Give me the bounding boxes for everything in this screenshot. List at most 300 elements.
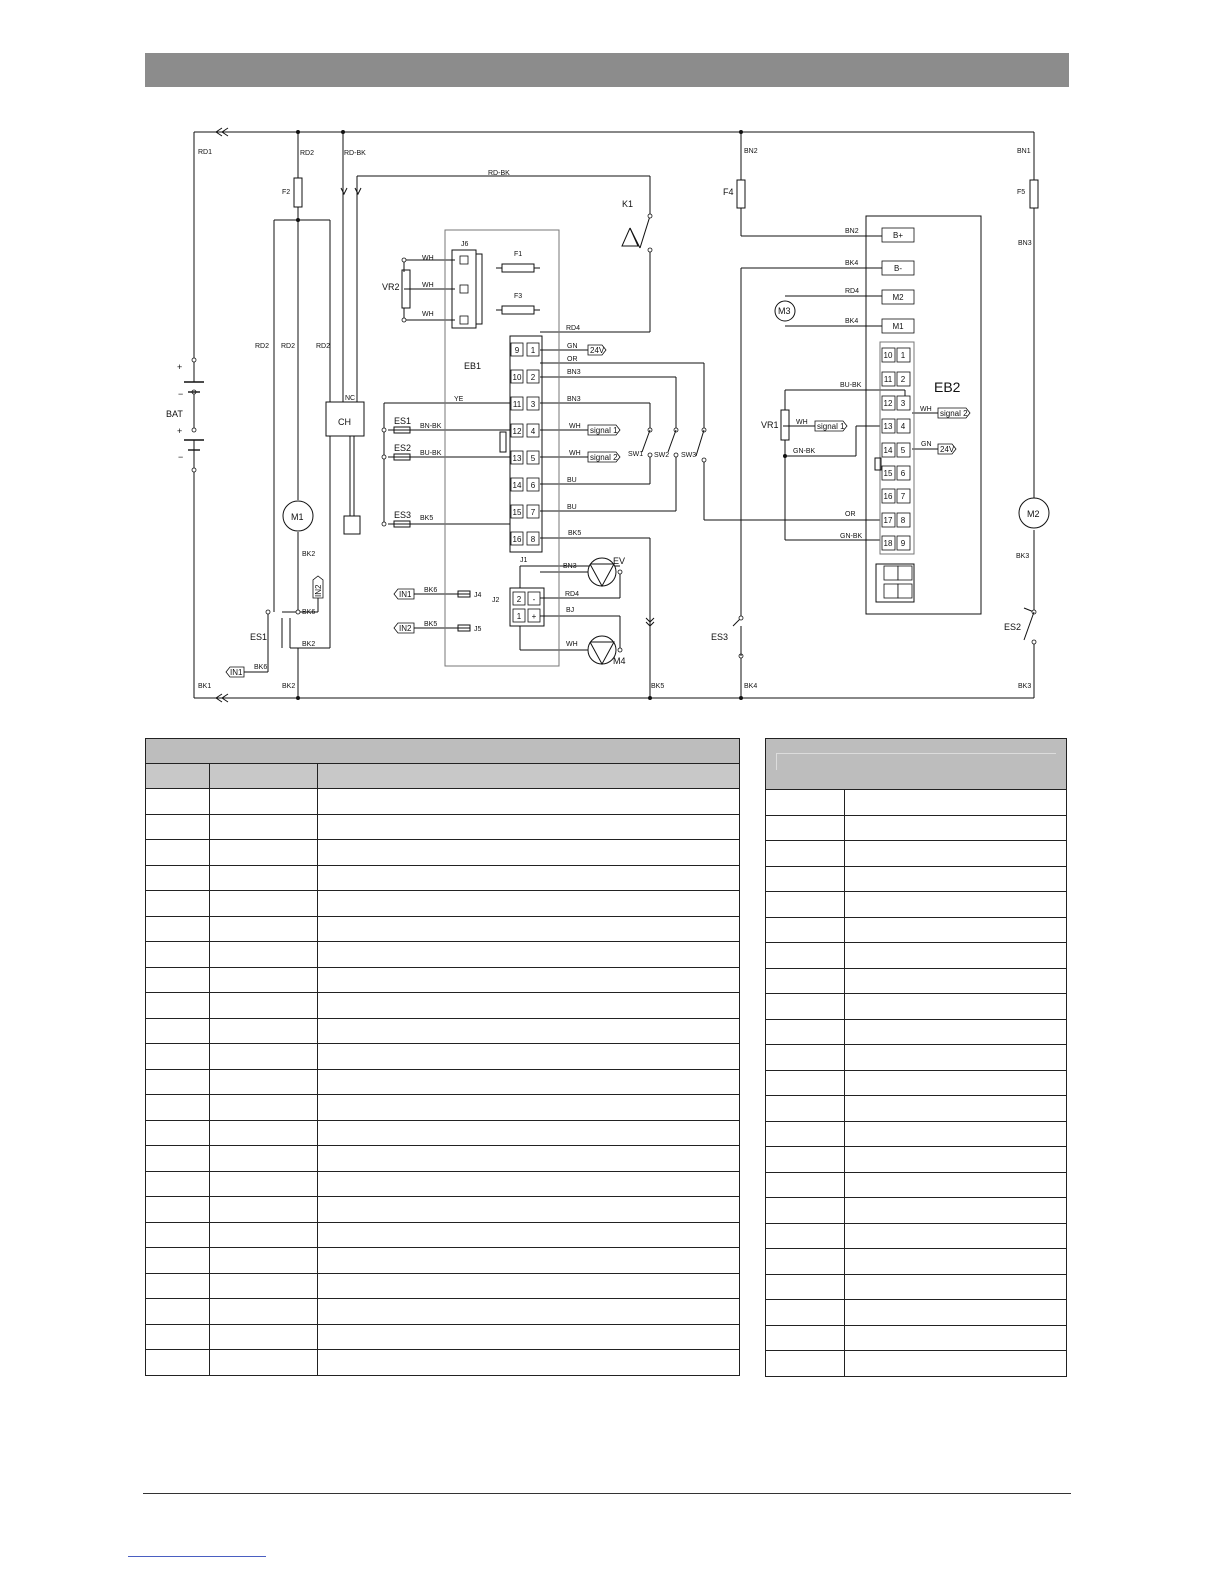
label-k1: K1 xyxy=(622,199,634,209)
wire-legend-title-cell xyxy=(766,739,1067,790)
label-es2: ES2 xyxy=(394,443,412,453)
legend-cell xyxy=(210,1171,318,1197)
label-bn2: BN2 xyxy=(744,148,758,155)
wire-legend-cell xyxy=(845,1096,1067,1122)
wire-legend-cell xyxy=(845,1121,1067,1147)
label-minus: − xyxy=(178,389,184,399)
legend-cell xyxy=(318,942,740,968)
wire-legend-row xyxy=(766,943,1067,969)
label-es2: ES2 xyxy=(1004,622,1022,632)
label-8: 18 xyxy=(883,539,893,548)
wire-legend-row xyxy=(766,917,1067,943)
legend-cell xyxy=(146,1120,210,1146)
wire-legend-cell xyxy=(766,815,845,841)
component-legend-table xyxy=(145,738,740,1376)
wire-legend-row xyxy=(766,1019,1067,1045)
legend-cell xyxy=(318,814,740,840)
legend-cell xyxy=(146,1324,210,1350)
wire-legend-cell xyxy=(845,892,1067,918)
label-signal1: signal 1 xyxy=(817,422,845,431)
legend-cell xyxy=(318,967,740,993)
legend-cell xyxy=(210,1120,318,1146)
vr1-potentiometer xyxy=(781,410,789,440)
wire-legend-cell xyxy=(766,943,845,969)
legend-header-description xyxy=(318,764,740,789)
label-rd2: RD2 xyxy=(255,343,270,350)
legend-row xyxy=(146,1044,740,1070)
label-0: 1 xyxy=(900,351,906,360)
legend-cell xyxy=(146,1299,210,1325)
legend-row xyxy=(146,840,740,866)
label-bk5: BK5 xyxy=(424,621,438,628)
wire-legend-cell xyxy=(766,790,845,816)
label-1: 2 xyxy=(530,373,536,382)
wire-legend-row xyxy=(766,1096,1067,1122)
wire-legend-row xyxy=(766,1172,1067,1198)
label-f3: F3 xyxy=(514,293,523,300)
wire-legend-row xyxy=(766,790,1067,816)
eb1-pin-grid xyxy=(511,343,539,545)
legend-cell xyxy=(318,1044,740,1070)
legend-cell xyxy=(210,942,318,968)
label-ye: YE xyxy=(454,396,464,403)
legend-cell xyxy=(318,993,740,1019)
label-bu: BU xyxy=(567,504,577,511)
wire-legend-cell xyxy=(845,815,1067,841)
wire-legend-cell xyxy=(766,1147,845,1173)
label-f2: F2 xyxy=(282,189,291,196)
wire-legend-row xyxy=(766,866,1067,892)
label-sw1: SW1 xyxy=(628,451,644,458)
label-bn3: BN3 xyxy=(567,369,581,376)
legend-row xyxy=(146,1146,740,1172)
label-rd4: RD4 xyxy=(566,325,581,332)
wire-legend-cell xyxy=(766,866,845,892)
wire-legend-cell xyxy=(766,1274,845,1300)
legend-cell xyxy=(318,1171,740,1197)
label-bk3: BK3 xyxy=(1018,683,1032,690)
label-bk6: BK6 xyxy=(424,587,438,594)
legend-cell xyxy=(210,1095,318,1121)
legend-cell xyxy=(318,1146,740,1172)
legend-cell xyxy=(146,840,210,866)
legend-row xyxy=(146,891,740,917)
ev-pump xyxy=(588,558,616,586)
label-3: 4 xyxy=(900,422,906,431)
label-7: 17 xyxy=(883,516,893,525)
label-plus: + xyxy=(177,362,183,372)
wire-legend-row xyxy=(766,1249,1067,1275)
label-bk2: BK2 xyxy=(302,551,316,558)
legend-cell xyxy=(210,1146,318,1172)
label-1: B- xyxy=(894,264,902,273)
label-rd2: RD2 xyxy=(300,150,315,157)
label-2: M2 xyxy=(892,293,904,302)
label-6: 7 xyxy=(900,492,906,501)
label-3: + xyxy=(531,612,537,621)
wire-legend-cell xyxy=(845,1249,1067,1275)
label-6: 7 xyxy=(530,508,536,517)
wire-legend-cell xyxy=(845,841,1067,867)
legend-cell xyxy=(146,1222,210,1248)
label-7: 16 xyxy=(512,535,522,544)
label-rd4: RD4 xyxy=(845,288,860,295)
wire-legend-cell xyxy=(766,968,845,994)
label-es3: ES3 xyxy=(711,632,729,642)
label-bu-bk: BU-BK xyxy=(420,450,442,457)
legend-row xyxy=(146,1120,740,1146)
label-7: 8 xyxy=(530,535,536,544)
legend-row xyxy=(146,865,740,891)
wire-legend-cell xyxy=(845,1351,1067,1377)
wire-legend-cell xyxy=(766,892,845,918)
wire-legend-row xyxy=(766,1198,1067,1224)
legend-cell xyxy=(318,840,740,866)
label-wh: WH xyxy=(566,641,578,648)
label-m3: M3 xyxy=(778,306,791,316)
legend-cell xyxy=(146,942,210,968)
label-3: 13 xyxy=(883,422,893,431)
label-0: 9 xyxy=(514,346,520,355)
legend-row xyxy=(146,993,740,1019)
wire-legend-row xyxy=(766,1121,1067,1147)
label-or: OR xyxy=(845,511,856,518)
legend-row xyxy=(146,789,740,815)
eb1-connector-block xyxy=(510,336,542,552)
label-or: OR xyxy=(567,356,578,363)
label-vr1: VR1 xyxy=(761,420,779,430)
label-1: 11 xyxy=(883,375,893,384)
j2-pin-grid xyxy=(513,592,540,622)
wire-legend-cell xyxy=(766,1300,845,1326)
legend-cell xyxy=(210,1018,318,1044)
label-bk4: BK4 xyxy=(744,683,758,690)
legend-cell xyxy=(210,814,318,840)
wire-legend-row xyxy=(766,815,1067,841)
legend-cell xyxy=(210,1222,318,1248)
legend-cell xyxy=(146,789,210,815)
m4-pump xyxy=(588,636,616,664)
footer-divider xyxy=(143,1493,1071,1494)
wiring-diagram xyxy=(0,0,1224,730)
label-ch: CH xyxy=(338,417,351,427)
wire-legend-cell xyxy=(845,1198,1067,1224)
wire-legend-cell xyxy=(845,943,1067,969)
legend-cell xyxy=(146,1095,210,1121)
wire-legend-cell xyxy=(845,1147,1067,1173)
legend-row xyxy=(146,967,740,993)
legend-header-pos xyxy=(146,764,210,789)
label-bn1: BN1 xyxy=(1017,148,1031,155)
label-eb2: EB2 xyxy=(934,379,961,395)
label-signal2: signal 2 xyxy=(940,409,968,418)
label-in2: IN2 xyxy=(399,624,412,633)
label-f1: F1 xyxy=(514,251,523,258)
label-m2: M2 xyxy=(1027,509,1040,519)
legend-cell xyxy=(318,1095,740,1121)
label-bk4: BK4 xyxy=(845,260,859,267)
label-f5: F5 xyxy=(1017,189,1026,196)
label-bn3: BN3 xyxy=(563,563,577,570)
legend-cell xyxy=(146,865,210,891)
wire-legend-cell xyxy=(845,866,1067,892)
legend-row xyxy=(146,942,740,968)
label-rd-bk: RD-BK xyxy=(488,170,510,177)
legend-cell xyxy=(210,1248,318,1274)
legend-cell xyxy=(210,840,318,866)
label-2: 11 xyxy=(512,400,522,409)
legend-cell xyxy=(210,967,318,993)
wire-legend-row xyxy=(766,1045,1067,1071)
label-1: - xyxy=(532,595,536,604)
legend-cell xyxy=(146,1044,210,1070)
legend-cell xyxy=(146,1248,210,1274)
wire-legend-cell xyxy=(845,790,1067,816)
legend-cell xyxy=(318,1248,740,1274)
legend-row xyxy=(146,1324,740,1350)
label-j1: J1 xyxy=(520,557,528,564)
label-in2: IN2 xyxy=(314,584,323,597)
label-5: 6 xyxy=(900,469,906,478)
label-eb1: EB1 xyxy=(464,361,482,371)
label-wh: WH xyxy=(569,423,581,430)
wire-legend-cell xyxy=(766,1172,845,1198)
legend-cell xyxy=(210,1197,318,1223)
legend-cell xyxy=(210,1069,318,1095)
label-gn: GN xyxy=(921,441,932,448)
label-2: 12 xyxy=(883,399,893,408)
label-bn2: BN2 xyxy=(845,228,859,235)
label-6: 16 xyxy=(883,492,893,501)
fuse-symbols xyxy=(294,178,1038,314)
label-wh: WH xyxy=(422,282,434,289)
legend-row xyxy=(146,1095,740,1121)
legend-row xyxy=(146,814,740,840)
legend-cell xyxy=(146,916,210,942)
legend-cell xyxy=(210,1350,318,1376)
legend-cell xyxy=(318,1350,740,1376)
legend-row xyxy=(146,1171,740,1197)
wire-legend-cell xyxy=(766,1223,845,1249)
label-wh: WH xyxy=(920,406,932,413)
label-j2: J2 xyxy=(492,597,500,604)
legend-cell xyxy=(318,1299,740,1325)
label-1: 10 xyxy=(512,373,522,382)
wire-legend-cell xyxy=(766,1121,845,1147)
wire-legend-cell xyxy=(845,1019,1067,1045)
legend-cell xyxy=(146,1197,210,1223)
label-sw3: SW3 xyxy=(681,452,697,459)
label-j4: J4 xyxy=(474,592,482,599)
wire-legend-row xyxy=(766,1325,1067,1351)
label-rd2: RD2 xyxy=(281,343,296,350)
label-0: 10 xyxy=(883,351,893,360)
label-1: 2 xyxy=(900,375,906,384)
legend-cell xyxy=(146,1069,210,1095)
legend-cell xyxy=(318,916,740,942)
label-bk3: BK3 xyxy=(1016,553,1030,560)
label-wh: WH xyxy=(422,311,434,318)
label-j5: J5 xyxy=(474,626,482,633)
wire-legend-cell xyxy=(766,1070,845,1096)
wire-legend-cell xyxy=(845,1172,1067,1198)
wire-legend-row xyxy=(766,994,1067,1020)
label-vr2: VR2 xyxy=(382,282,400,292)
label-rd-bk: RD-BK xyxy=(344,150,366,157)
wire-legend-cell xyxy=(845,1325,1067,1351)
wire-legend-row xyxy=(766,1274,1067,1300)
legend-cell xyxy=(318,1324,740,1350)
wire-legend-cell xyxy=(766,1045,845,1071)
legend-cell xyxy=(210,1299,318,1325)
wire-legend-cell xyxy=(766,1325,845,1351)
label-es1: ES1 xyxy=(250,632,268,642)
legend-cell xyxy=(210,993,318,1019)
wire-legend-cell xyxy=(766,917,845,943)
legend-cell xyxy=(210,789,318,815)
legend-cell xyxy=(146,993,210,1019)
legend-row xyxy=(146,1197,740,1223)
label-minus: − xyxy=(178,452,184,462)
legend-row xyxy=(146,1273,740,1299)
label-4: 5 xyxy=(900,446,906,455)
wire-legend-row xyxy=(766,1300,1067,1326)
label-5: 15 xyxy=(883,469,893,478)
legend-cell xyxy=(318,1120,740,1146)
label-bat: BAT xyxy=(166,409,183,419)
legend-row xyxy=(146,1069,740,1095)
label-bk5: BK5 xyxy=(568,530,582,537)
wire-legend-row xyxy=(766,841,1067,867)
label-bk1: BK1 xyxy=(198,683,212,690)
mains-plug xyxy=(344,516,360,534)
label-nc: NC xyxy=(345,395,356,402)
label-rd4: RD4 xyxy=(565,591,580,598)
wire-legend-row xyxy=(766,1070,1067,1096)
footer-link-underline xyxy=(128,1556,266,1557)
label-bk2: BK2 xyxy=(302,641,316,648)
label-bk6: BK6 xyxy=(302,609,316,616)
legend-cell xyxy=(210,1324,318,1350)
wire-legend-cell xyxy=(766,1019,845,1045)
label-bj: BJ xyxy=(566,607,575,614)
wire-legend-row xyxy=(766,1351,1067,1377)
label-bk5: BK5 xyxy=(651,683,665,690)
label-bn3: BN3 xyxy=(1018,240,1032,247)
legend-cell xyxy=(318,1069,740,1095)
k1-relay-symbol xyxy=(622,228,638,246)
label-4: 13 xyxy=(512,454,522,463)
label-bu: BU xyxy=(567,477,577,484)
label-rd2: RD2 xyxy=(316,343,331,350)
label-gn: GN xyxy=(567,343,578,350)
label-plus: + xyxy=(177,426,183,436)
label-es1: ES1 xyxy=(394,416,412,426)
label-wh: WH xyxy=(422,255,434,262)
legend-cell xyxy=(146,1146,210,1172)
wire-legend-cell xyxy=(845,1070,1067,1096)
label-5: 14 xyxy=(512,481,522,490)
label-3: 12 xyxy=(512,427,522,436)
legend-row xyxy=(146,1222,740,1248)
wire-legend-cell xyxy=(766,1351,845,1377)
label-2: 1 xyxy=(516,612,522,621)
label-ev: EV xyxy=(613,556,626,566)
label-3: M1 xyxy=(892,322,904,331)
label-rd1: RD1 xyxy=(198,149,213,156)
label-bk5: BK5 xyxy=(420,515,434,522)
wire-legend-cell xyxy=(766,841,845,867)
label-gn-bk: GN-BK xyxy=(840,533,863,540)
label-0: 1 xyxy=(530,346,536,355)
legend-cell xyxy=(318,891,740,917)
legend-cell xyxy=(210,865,318,891)
legend-cell xyxy=(318,1273,740,1299)
label-signal2: signal 2 xyxy=(590,453,618,462)
legend-cell xyxy=(318,1018,740,1044)
legend-cell xyxy=(318,865,740,891)
label-m1: M1 xyxy=(291,512,304,522)
legend-row xyxy=(146,1299,740,1325)
wire-legend-cell xyxy=(845,1274,1067,1300)
label-j6: J6 xyxy=(461,241,469,248)
legend-cell xyxy=(146,1018,210,1044)
label-in1: IN1 xyxy=(399,590,412,599)
label-wh: WH xyxy=(569,450,581,457)
label-in1: IN1 xyxy=(230,668,243,677)
label-5: 6 xyxy=(530,481,536,490)
legend-title-cell xyxy=(146,739,740,764)
label-4: 14 xyxy=(883,446,893,455)
wires xyxy=(194,132,1034,698)
label-2: 3 xyxy=(900,399,906,408)
legend-row xyxy=(146,1248,740,1274)
label-0: 2 xyxy=(516,595,522,604)
wire-color-legend-table xyxy=(765,738,1067,1377)
label-2: 3 xyxy=(530,400,536,409)
legend-cell xyxy=(146,891,210,917)
label-wh: WH xyxy=(796,419,808,426)
wire-legend-row xyxy=(766,1147,1067,1173)
label-v24: 24V xyxy=(940,445,955,454)
label-sw2: SW2 xyxy=(654,452,670,459)
wire-legend-cell xyxy=(845,1045,1067,1071)
legend-cell xyxy=(318,789,740,815)
label-4: 5 xyxy=(530,454,536,463)
label-f4: F4 xyxy=(723,187,734,197)
wire-legend-cell xyxy=(766,994,845,1020)
label-bk2: BK2 xyxy=(282,683,296,690)
label-es3: ES3 xyxy=(394,510,412,520)
eb2-pin-grid xyxy=(882,228,914,550)
wire-legend-row xyxy=(766,892,1067,918)
legend-cell xyxy=(210,891,318,917)
wire-legend-row xyxy=(766,1223,1067,1249)
label-3: 4 xyxy=(530,427,536,436)
wire-legend-cell xyxy=(766,1096,845,1122)
wire-legend-cell xyxy=(845,968,1067,994)
legend-row xyxy=(146,1350,740,1376)
legend-cell xyxy=(146,1273,210,1299)
label-v24: 24V xyxy=(590,346,605,355)
legend-cell xyxy=(318,1197,740,1223)
legend-row xyxy=(146,916,740,942)
label-7: 8 xyxy=(900,516,906,525)
legend-cell xyxy=(146,1171,210,1197)
legend-header-code xyxy=(210,764,318,789)
wire-legend-cell xyxy=(845,917,1067,943)
label-8: 9 xyxy=(900,539,906,548)
